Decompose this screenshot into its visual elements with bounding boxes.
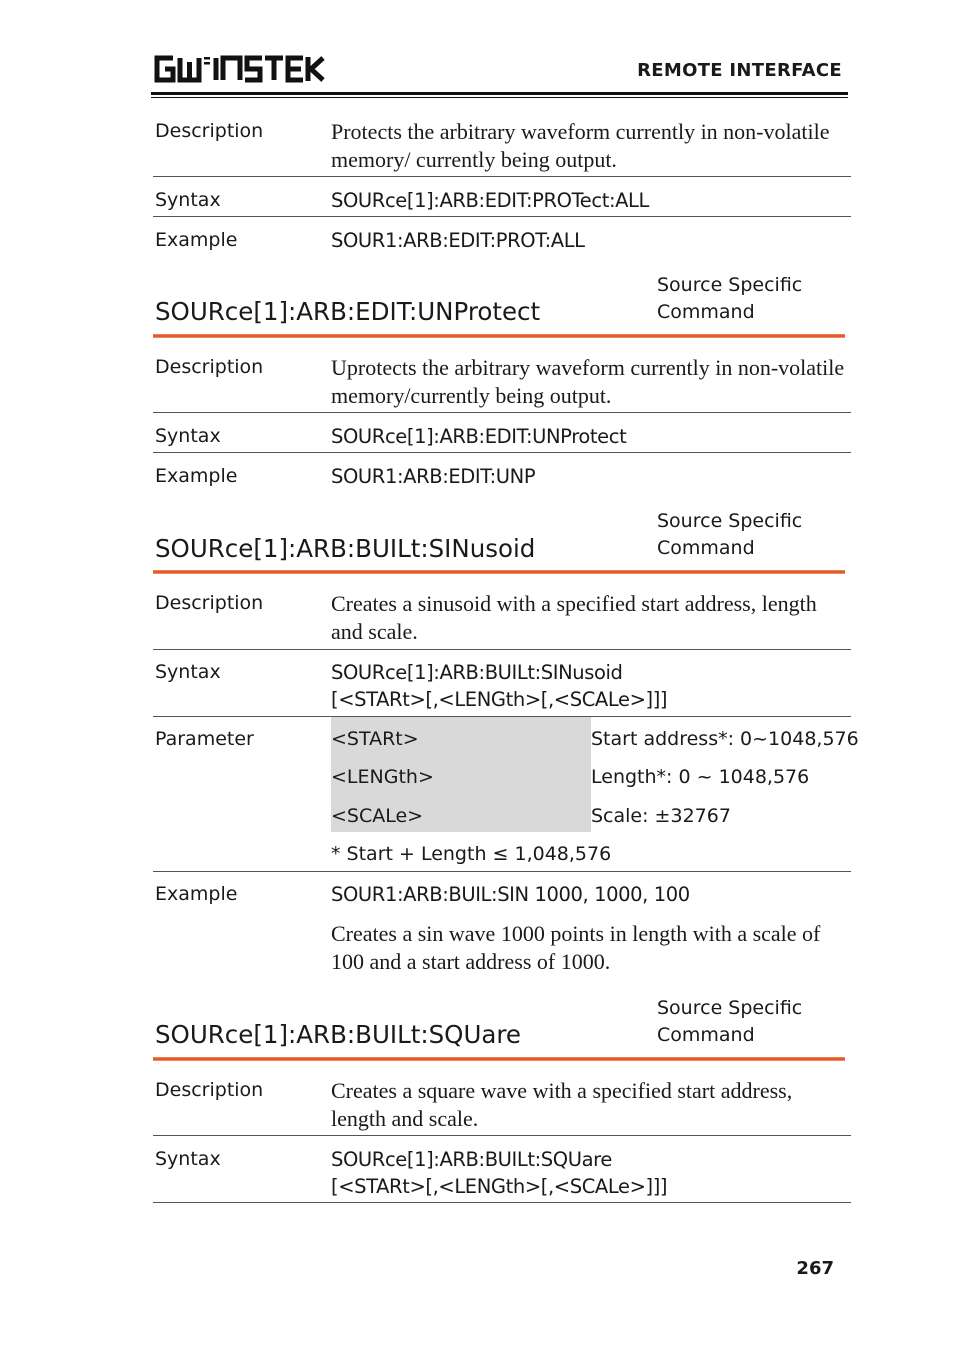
description-label: Description: [155, 120, 264, 142]
page-number: 267: [796, 1258, 834, 1279]
command-heading: SOURce[1]:ARB:EDIT:UNProtect: [155, 297, 541, 326]
heading-rule: [153, 570, 845, 574]
syntax-line: [<STARt>[,<LENGth>[,<SCALe>]]]: [331, 1175, 668, 1198]
syntax-text: SOURce[1]:ARB:EDIT:PROTect:ALL: [331, 189, 649, 212]
syntax-label: Syntax: [155, 189, 221, 211]
description-text: Uprotects the arbitrary waveform currently in non-volatile memory/currently being output.: [331, 355, 845, 408]
row-divider: [153, 452, 851, 453]
row-divider: [153, 412, 851, 413]
example-label: Example: [155, 883, 238, 905]
example-label: Example: [155, 465, 238, 487]
parameter-name: <LENGth>: [331, 766, 434, 788]
row-divider: [153, 649, 851, 650]
description-text: Creates a sinusoid with a specified start address, length and scale.: [331, 591, 817, 644]
syntax-text: [331, 1146, 851, 1200]
syntax-label: Syntax: [155, 425, 221, 447]
command-scope-line2: Command: [657, 537, 755, 559]
row-divider: [153, 871, 851, 872]
command-scope-line2: Command: [657, 1024, 755, 1046]
row-divider: [153, 1202, 851, 1203]
parameter-label: Parameter: [155, 728, 254, 750]
parameter-name: <SCALe>: [331, 805, 424, 827]
header-rule: [151, 92, 848, 95]
section-label: REMOTE INTERFACE: [637, 60, 842, 81]
gw-instek-logo: [153, 54, 325, 84]
command-scope-line1: Source Specific: [657, 510, 803, 532]
description-label: Description: [155, 1079, 264, 1101]
description-label: Description: [155, 592, 264, 614]
syntax-line: SOURce[1]:ARB:BUILt:SINusoid: [331, 661, 623, 684]
command-scope: [657, 508, 847, 562]
command-scope: [657, 995, 847, 1049]
parameter-desc: Scale: ±32767: [591, 805, 731, 827]
syntax-label: Syntax: [155, 1148, 221, 1170]
command-scope-line1: Source Specific: [657, 274, 803, 296]
command-scope-line1: Source Specific: [657, 997, 803, 1019]
command-heading: SOURce[1]:ARB:BUILt:SINusoid: [155, 534, 536, 563]
command-scope: [657, 272, 847, 326]
command-heading: SOURce[1]:ARB:BUILt:SQUare: [155, 1020, 522, 1049]
example-text: SOUR1:ARB:EDIT:UNP: [331, 465, 536, 488]
example-label: Example: [155, 229, 238, 251]
description-text: Protects the arbitrary waveform currently in non-volatile memory/ currently being output.: [331, 119, 830, 172]
description-text: Creates a square wave with a specified start address, length and scale.: [331, 1078, 793, 1131]
example-text: SOUR1:ARB:EDIT:PROT:ALL: [331, 229, 585, 252]
syntax-text: SOURce[1]:ARB:EDIT:UNProtect: [331, 425, 627, 448]
syntax-line: SOURce[1]:ARB:BUILt:SQUare: [331, 1148, 612, 1171]
parameter-note: * Start + Length ≤ 1,048,576: [331, 843, 612, 865]
example-text: SOUR1:ARB:BUIL:SIN 1000, 1000, 100: [331, 883, 690, 906]
parameter-desc: Start address*: 0~1048,576: [591, 728, 859, 750]
gw-instek-logo-mark: [153, 54, 325, 84]
description-label: Description: [155, 356, 264, 378]
row-divider: [153, 216, 851, 217]
syntax-label: Syntax: [155, 661, 221, 683]
syntax-text: [331, 659, 851, 713]
heading-rule: [153, 1057, 845, 1061]
heading-rule: [153, 334, 845, 338]
parameter-desc: Length*: 0 ~ 1048,576: [591, 766, 810, 788]
row-divider: [153, 176, 851, 177]
command-scope-line2: Command: [657, 301, 755, 323]
row-divider: [153, 1135, 851, 1136]
parameter-name: <STARt>: [331, 728, 419, 750]
example-note: Creates a sin wave 1000 points in length with a scale of 100 and a start address of 1000.: [331, 921, 821, 974]
header-rule-thin: [151, 97, 848, 98]
syntax-line: [<STARt>[,<LENGth>[,<SCALe>]]]: [331, 688, 668, 711]
